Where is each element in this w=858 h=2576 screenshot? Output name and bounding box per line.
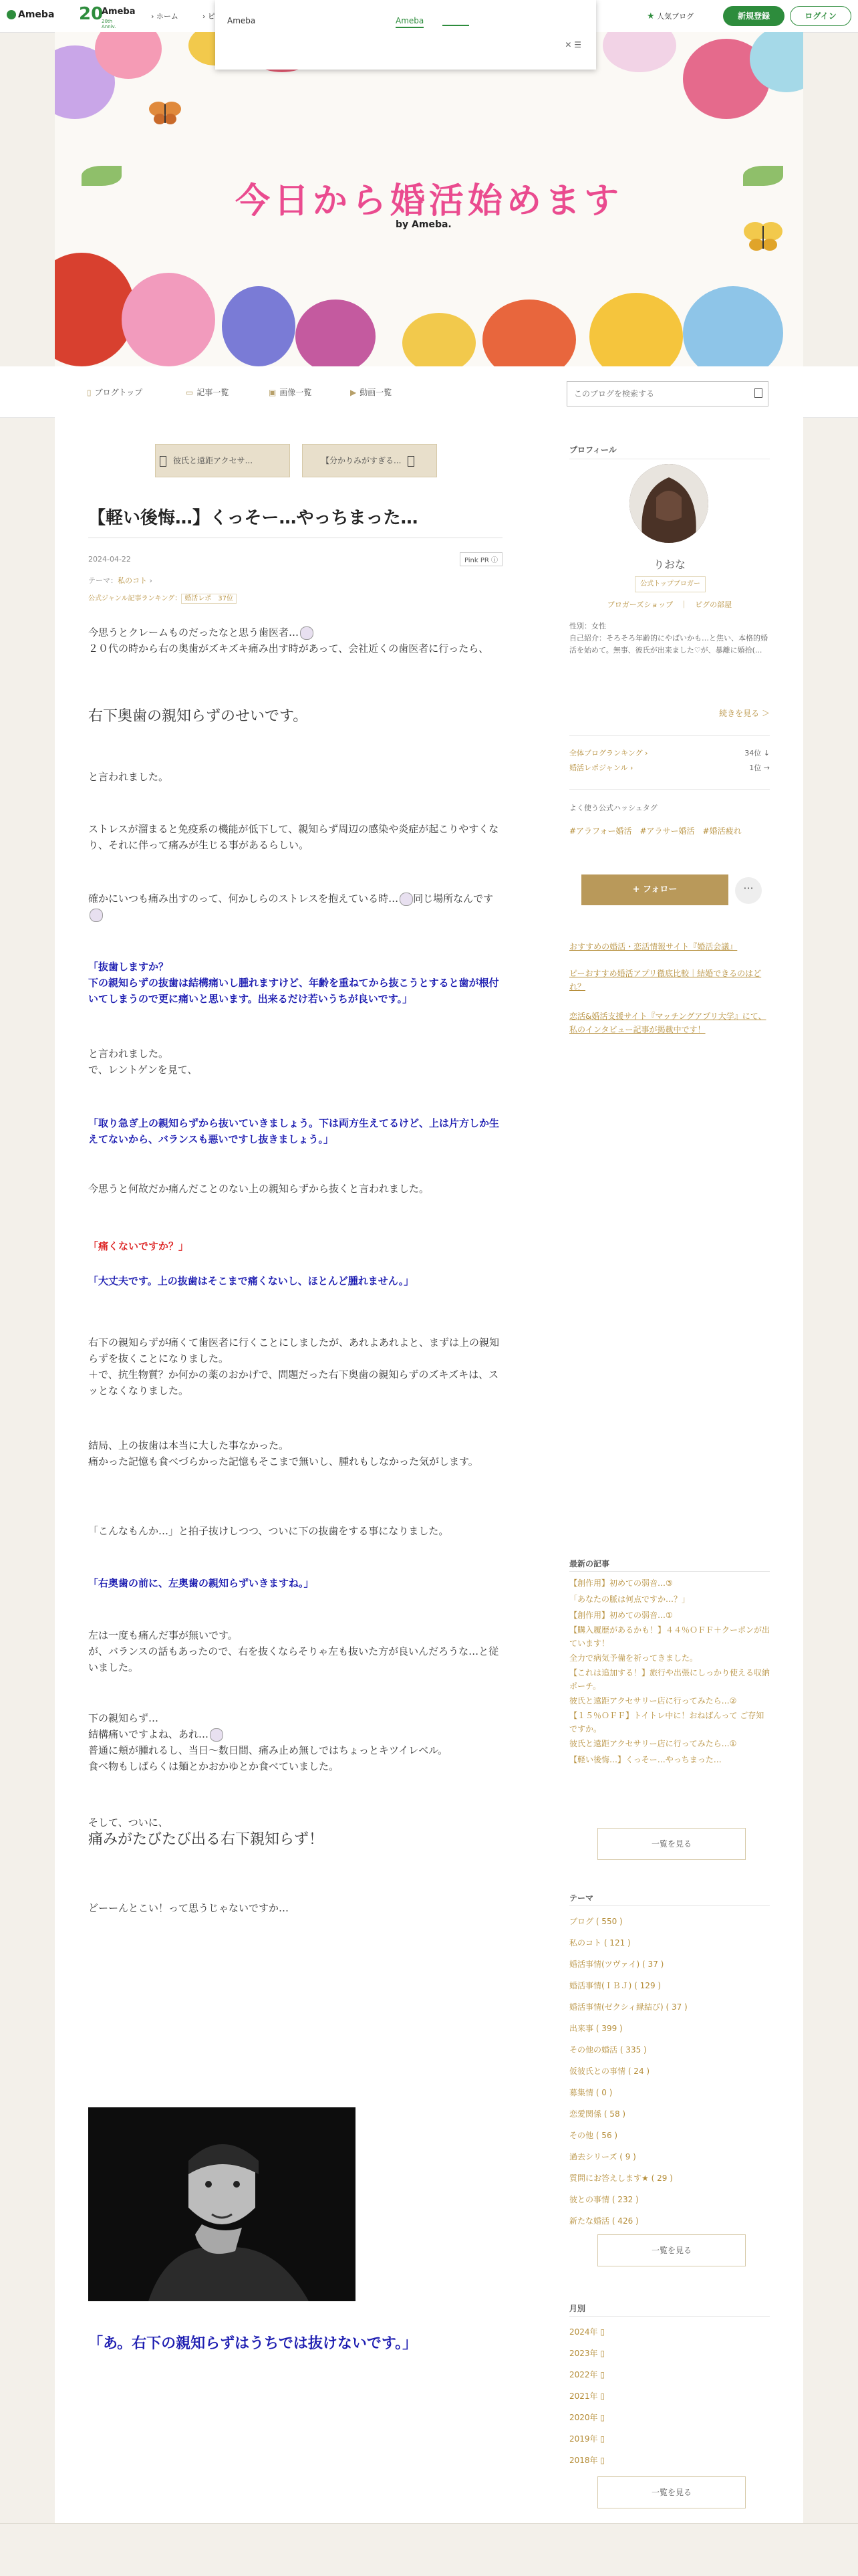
emoji-icon	[90, 909, 103, 922]
popup-close-icon[interactable]: ✕ ☰	[565, 40, 581, 49]
paragraph-7: と言われました。 で、レントゲンを見て、	[88, 1048, 198, 1076]
recent-item[interactable]: 彼氏と遠距アクセサリー店に行ってみたら…①	[569, 1739, 737, 1748]
paragraph-16: 左は一度も痛んだ事が無いです。 が、バランスの話もあったので、右を抜くならそりゃ左も抜いた方が良いんだろうな…と従いました。	[88, 1629, 499, 1673]
overall-ranking[interactable]: 全体ブログランキング › 34位 ↓	[569, 749, 770, 757]
profile-heading: プロフィール	[569, 445, 617, 455]
pr-badge[interactable]: Pink PR ⓘ	[460, 552, 503, 566]
paragraph-14: 「こんなもんか…」と拍子抜けしつつ、ついに下の抜歯をする事になりました。	[88, 1525, 449, 1537]
recent-list-more-button[interactable]: 一覧を見る	[597, 1828, 746, 1860]
prev-arrow-icon	[160, 456, 166, 467]
register-button[interactable]: 新規登録	[723, 6, 784, 26]
man-portrait-image	[88, 2107, 355, 2301]
search-input[interactable]	[573, 382, 742, 406]
flower-decoration	[122, 273, 215, 366]
expand-icon: ▯	[600, 2349, 605, 2358]
paragraph-5: 確かにいつも痛み出すのって、何かしらのストレスを抱えている時… 同じ場所なんです	[88, 891, 503, 923]
prev-article-button[interactable]: 彼氏と遠距アクセサ...	[155, 444, 290, 477]
paragraph-10: 「痛くないですか？」	[88, 1240, 189, 1252]
ameba-logo-icon	[7, 10, 16, 19]
video-icon: ▶	[350, 388, 357, 397]
expand-icon: ▯	[600, 2456, 605, 2465]
more-options-button[interactable]: ···	[735, 877, 762, 904]
blog-header-image[interactable]	[55, 32, 803, 366]
theme-item[interactable]: 新たな婚活 ( 426 )	[569, 2216, 639, 2226]
month-item[interactable]: 2021年 ▯	[569, 2391, 605, 2401]
recent-item[interactable]: 全力で病気予備を祈ってきました。	[569, 1653, 698, 1663]
hashtag-list[interactable]: #アラフォー婚活 #アラサー婚活 #婚活疲れ	[569, 826, 742, 836]
search-icon[interactable]	[754, 388, 762, 398]
recent-item[interactable]: 【創作用】初めての弱音…③	[569, 1578, 673, 1588]
paragraph-4: ストレスが溜まると免疫系の機能が低下して、親知らず周辺の感染や炎症が起こりやすくなり、それに伴って痛みが生じる事があるらしい。	[88, 823, 499, 851]
ad-link-1[interactable]: おすすめの婚活・恋活情報サイト『婚活会議』	[569, 942, 738, 951]
read-more-link[interactable]: 続きを見る ＞	[719, 709, 770, 718]
star-icon: ★	[647, 11, 655, 21]
theme-item[interactable]: ブログ ( 550 )	[569, 1917, 623, 1926]
flower-decoration	[222, 286, 295, 366]
theme-item[interactable]: 募集情 ( 0 )	[569, 2088, 613, 2097]
article-rank[interactable]: 公式ジャンル記事ランキング： 婚活レポ 37位	[88, 592, 237, 602]
paragraph-11: 「大丈夫です。上の抜歯はそこまで痛くないし、ほとんど腫れません。」	[88, 1275, 414, 1287]
butterfly-icon	[743, 219, 783, 253]
expand-icon: ▯	[600, 2391, 605, 2401]
nav-blog-top[interactable]: ▯ ブログトップ	[87, 388, 143, 397]
expand-icon: ▯	[600, 2434, 605, 2444]
recent-item[interactable]: 彼氏と遠距アクセサリー店に行ってみたら…②	[569, 1696, 737, 1706]
recent-item[interactable]: 「あなたの脈は何点ですか…？」	[569, 1595, 690, 1604]
top-popup	[215, 0, 596, 70]
expand-icon: ▯	[600, 2327, 605, 2337]
butterfly-icon	[148, 99, 182, 126]
nav-article-list[interactable]: ▭ 記事一覧	[186, 388, 229, 397]
month-list-more-button[interactable]: 一覧を見る	[597, 2476, 746, 2508]
recent-list	[569, 1575, 770, 1768]
expand-icon: ▯	[600, 2370, 605, 2379]
home-icon: ▯	[87, 388, 92, 397]
paragraph-6: 「抜歯しますか？ 下の親知らずの抜歯は結構痛いし腫れますけど、年齢を重ねてから抜こうとすると歯が根付いてしまうので更に痛いと思います。出来るだけ若いうちが良いです。」	[88, 961, 499, 1005]
popup-tab[interactable]: Ameba	[396, 16, 424, 28]
paragraph-2: 右下奥歯の親知らずのせいです。	[88, 708, 308, 725]
ad-link-3[interactable]: 恋活&婚活支援サイト『マッチングアプリ大学』にて、私のインタビュー記事が掲載中です！	[569, 1012, 766, 1034]
paragraph-20: どーーんとこい！って思うじゃないですか…	[88, 1902, 289, 1914]
paragraph-17: 下の親知らず… 結構痛いですよね、あれ… 普通に頬が腫れるし、当日〜数日間、痛み止め無しではちょっとキツイレベル。 食べ物もしばらくは麺とかおかゆとか食べていました。	[88, 1712, 448, 1772]
article-date: 2024-04-22	[88, 555, 131, 564]
emoji-icon	[210, 1728, 223, 1742]
recent-item[interactable]: 【購入履歴があるかも！】４４％ＯＦＦ＋クーポンが出ています！	[569, 1625, 770, 1648]
theme-list	[569, 1911, 770, 2232]
divider	[569, 1571, 770, 1572]
login-button[interactable]: ログイン	[790, 6, 851, 26]
article-title: 【軽い後悔…】くっそー…やっちまった…	[88, 508, 418, 528]
ameba-logo[interactable]: Ameba	[7, 9, 54, 20]
profile-text: 性別：女性 自己紹介：そろそろ年齢的にやばいかも…と焦い、本格的婚活を始めて。無事、彼氏が出来ました♡が、暴離に婚拾(...	[569, 622, 768, 655]
theme-item[interactable]: 婚活事情(ツヴァイ) ( 37 )	[569, 1960, 664, 1969]
theme-link[interactable]: 私のコト	[118, 576, 147, 585]
genre-ranking[interactable]: 婚活レポジャンル › 1位 →	[569, 764, 770, 772]
image-icon: ▣	[269, 388, 277, 397]
flower-decoration	[683, 286, 783, 366]
theme-item[interactable]: 過去シリーズ ( 9 )	[569, 2152, 636, 2161]
month-item[interactable]: 2020年 ▯	[569, 2413, 605, 2422]
follow-button[interactable]: + フォロー	[581, 874, 728, 905]
paragraph-8: 「取り急ぎ上の親知らずから抜いていきましょう。下は両方生えてるけど、上は片方しか生えてないから、バランスも悪いですし抜きましょう。」	[88, 1117, 500, 1145]
popup-underline	[442, 25, 469, 26]
emoji-icon	[400, 893, 413, 906]
blog-search	[567, 381, 768, 406]
expand-icon: ▯	[600, 2413, 605, 2422]
divider	[569, 735, 770, 736]
next-arrow-icon	[408, 456, 414, 467]
month-item[interactable]: 2024年 ▯	[569, 2327, 605, 2337]
next-article-button[interactable]: 【分かりみがすぎる...	[302, 444, 437, 477]
month-list	[569, 2321, 770, 2471]
flower-decoration	[589, 293, 683, 366]
theme-list-more-button[interactable]: 一覧を見る	[597, 2234, 746, 2266]
avatar-image	[629, 464, 708, 543]
popup-left-label: Ameba	[227, 16, 256, 25]
list-icon: ▭	[186, 388, 194, 397]
paragraph-13: 結局、上の抜歯は本当に大した事なかった。 痛かった記憶も食べづらかった記憶もそこまで無いし、腫れもしなかった気がします。	[88, 1439, 478, 1468]
divider	[569, 2316, 770, 2317]
footer	[0, 2523, 858, 2576]
emoji-icon	[300, 626, 313, 640]
flower-decoration	[482, 300, 576, 366]
theme-item[interactable]: 私のコト ( 121 )	[569, 1938, 631, 1948]
crumb-2[interactable]: › ピ	[202, 12, 215, 21]
anniversary-logo[interactable]: 20 Ameba 20th Anniv.	[79, 4, 136, 29]
flower-decoration	[402, 313, 476, 366]
paragraph-15: 「右奥歯の前に、左奥歯の親知らずいきますね。」	[88, 1577, 314, 1589]
article-theme: テーマ：私のコト ›	[88, 576, 152, 585]
theme-item[interactable]: その他 ( 56 )	[569, 2131, 618, 2140]
paragraph-18: そして、ついに、	[88, 1817, 168, 1829]
quote-text: 「あ。右下の親知らずはうちでは抜けないです。」	[88, 2335, 418, 2352]
blog-nav	[0, 366, 858, 418]
month-item[interactable]: 2023年 ▯	[569, 2349, 605, 2358]
paragraph-3: と言われました。	[88, 771, 169, 783]
official-blogger-badge: 公式トップブロガー	[635, 576, 706, 592]
divider	[569, 789, 770, 790]
theme-item[interactable]: 恋愛関係 ( 58 )	[569, 2109, 626, 2119]
month-item[interactable]: 2018年 ▯	[569, 2456, 605, 2465]
crumb-home[interactable]: › ホーム	[151, 12, 178, 21]
nav-image-list[interactable]: ▣ 画像一覧	[269, 388, 312, 397]
main-area	[55, 417, 803, 2523]
article-photo[interactable]	[88, 2107, 355, 2301]
paragraph-1: 今思うとクレームものだったなと思う歯医者… ２０代の時から右の奥歯がズキズキ痛み出す時があって、会社近くの歯医者に行ったら、	[88, 626, 489, 655]
nav-video-list[interactable]: ▶ 動画一覧	[350, 388, 392, 397]
paragraph-19: 痛みがたびたび出る右下親知らず！	[88, 1831, 324, 1848]
theme-item[interactable]: その他の婚活 ( 335 )	[569, 2045, 647, 2055]
month-item[interactable]: 2022年 ▯	[569, 2370, 605, 2379]
theme-item[interactable]: 婚活事情(ＩＢＪ) ( 129 )	[569, 1981, 662, 1990]
recent-item[interactable]: 【これは追加する！】旅行や出張にしっかり使える収納ポーチ。	[569, 1668, 770, 1691]
user-name[interactable]: りおな	[653, 558, 686, 571]
paragraph-9: 今思うと何故だか痛んだことのない上の親知らずから抜くと言われました。	[88, 1183, 430, 1195]
avatar[interactable]	[629, 464, 708, 543]
recent-item[interactable]: 【軽い後悔…】くっそー…やっちまった…	[569, 1755, 722, 1764]
theme-item[interactable]: 彼との事情 ( 232 )	[569, 2195, 639, 2204]
recent-heading: 最新の記事	[569, 1559, 610, 1568]
profile-links[interactable]: ブロガーズショップ ｜ ピグの部屋	[607, 600, 732, 609]
theme-item[interactable]: 婚活事情(ゼクシィ縁結び) ( 37 )	[569, 2002, 688, 2012]
paragraph-12: 右下の親知らずが痛くて歯医者に行くことにしましたが、あれよあれよと、まずは上の親知らずを抜くことになりました。 ＋で、抗生物質？か何かの薬のおかげで、問題だった右下奥歯の親知らずのズキズキは、スッとなくなりました。	[88, 1336, 500, 1397]
divider	[569, 1905, 770, 1906]
blog-title-by: by Ameba.	[396, 219, 452, 230]
flower-decoration	[603, 32, 676, 72]
theme-heading: テーマ	[569, 1893, 594, 1903]
theme-item[interactable]: 出来事 ( 399 )	[569, 2024, 623, 2033]
blog-title: 今日から婚活始めます	[235, 181, 623, 221]
month-item[interactable]: 2019年 ▯	[569, 2434, 605, 2444]
month-heading: 月別	[569, 2304, 586, 2313]
recent-item[interactable]: 【創作用】初めての弱音…①	[569, 1611, 673, 1620]
ad-link-2[interactable]: ピーおすすめ婚活アプリ徹底比較｜結婚できるのはどれ？	[569, 969, 762, 991]
theme-item[interactable]: 質問にお答えします★ ( 29 )	[569, 2174, 673, 2183]
flower-decoration	[295, 300, 376, 366]
theme-item[interactable]: 仮彼氏との事情 ( 24 )	[569, 2067, 650, 2076]
hashtag-title: よく使う公式ハッシュタグ	[569, 804, 658, 812]
popular-blog-link[interactable]: ★ 人気ブログ	[647, 11, 694, 21]
recent-item[interactable]: 【１５％ＯＦＦ】トイトレ中に！おねばんって ご存知ですか。	[569, 1711, 764, 1734]
